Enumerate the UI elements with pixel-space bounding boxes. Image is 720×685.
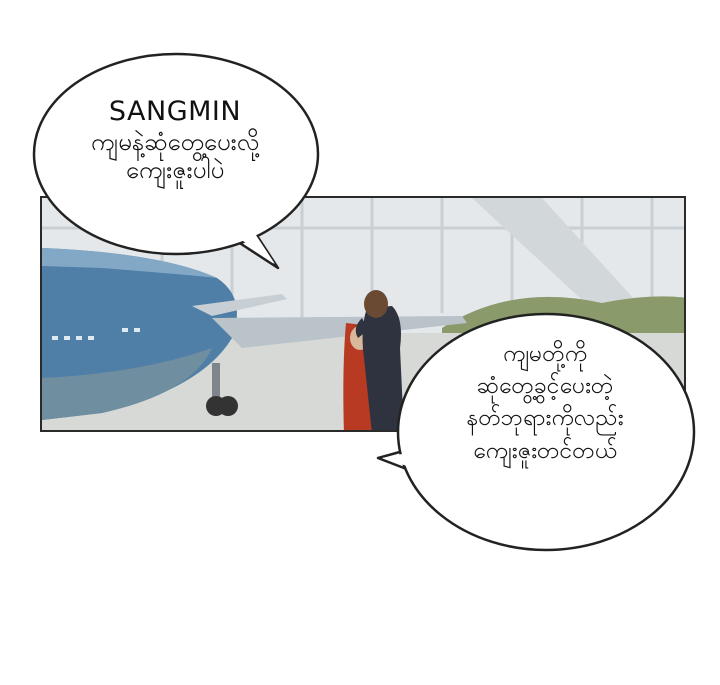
dialogue-line: ကျေးဇူးပါပဲ xyxy=(125,156,225,185)
dialogue-line: နတ်ဘုရားကိုလည်း xyxy=(466,405,624,432)
speech-bubble-top-text xyxy=(40,96,310,184)
speaker-name: SANGMIN xyxy=(108,96,242,127)
dialogue-line: ကျမနဲ့ဆုံတွေ့ပေးလို့ xyxy=(90,127,260,156)
dialogue-line: ကျေးဇူးတင်တယ် xyxy=(473,437,617,464)
speech-bubble-bottom-text xyxy=(410,338,680,467)
dialogue-line: ကျမတို့ကို xyxy=(502,341,588,367)
dialogue-line: ဆုံတွေ့ခွင့်ပေးတဲ့ xyxy=(476,373,614,400)
